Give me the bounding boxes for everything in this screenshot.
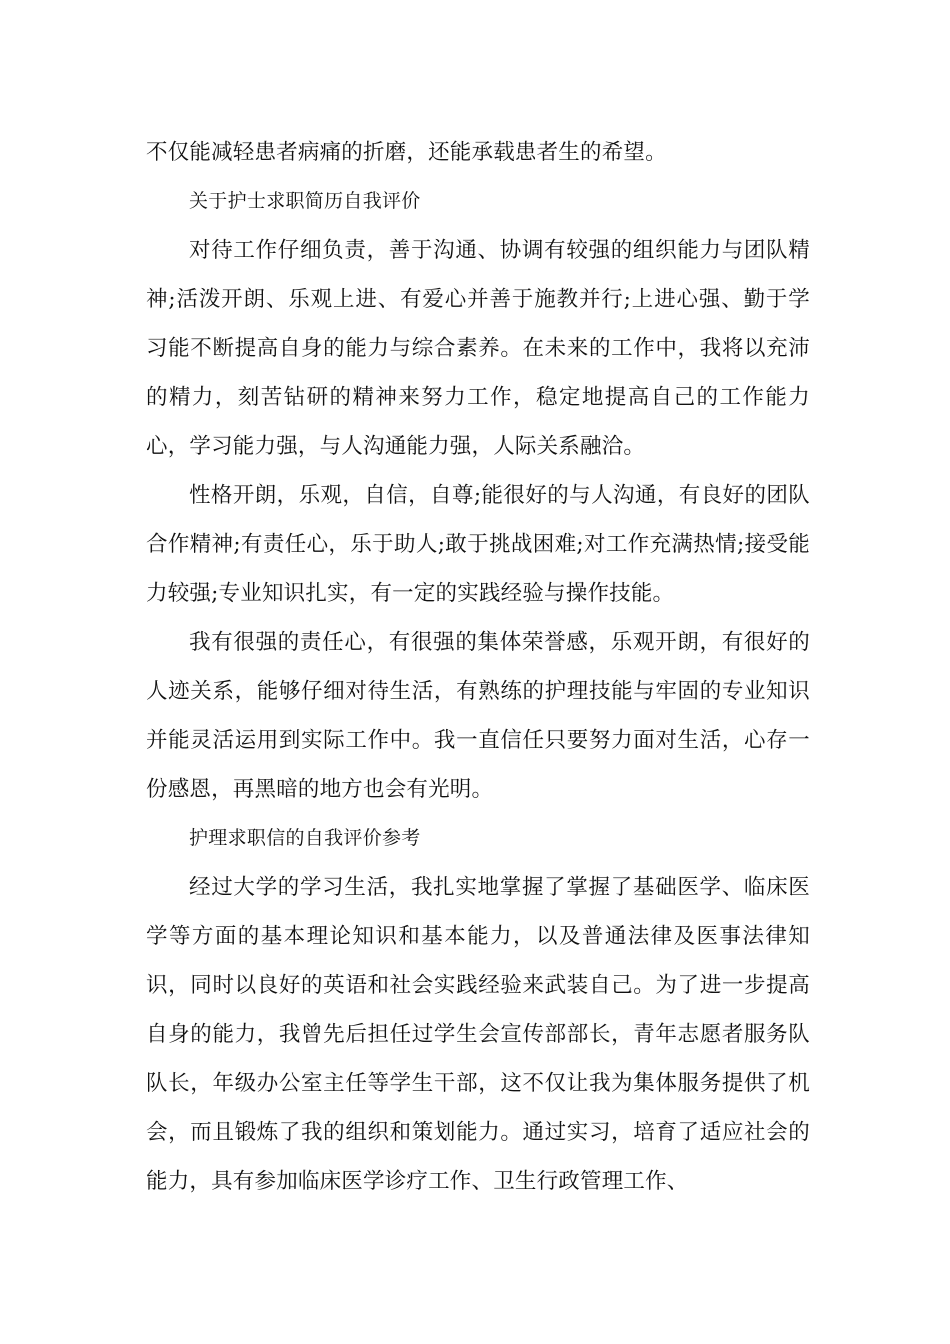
paragraph-continuation: 不仅能减轻患者病痛的折磨，还能承载患者生的希望。 [146,140,667,165]
paragraph-responsibility: 我有很强的责任心，有很强的集体荣誉感，乐观开朗，有很好的人迹关系，能够仔细对待生活，有熟练的护理技能与牢固的专业知识并能灵活运用到实际工作中。我一直信任只要努力面对生活，心存一份感恩，再黑暗的地方也会有光明。 [146,630,810,802]
section-heading-nurse-self-evaluation: 关于护士求职简历自我评价 [189,190,421,212]
section-heading-cover-letter-reference: 护理求职信的自我评价参考 [189,827,421,849]
document-body [146,128,810,1206]
paragraph-work-attitude: 对待工作仔细负责，善于沟通、协调有较强的组织能力与团队精神;活泼开朗、乐观上进、有爱心并善于施教并行;上进心强、勤于学习能不断提高自身的能力与综合素养。在未来的工作中，我将以充沛的精力，刻苦钻研的精神来努力工作，稳定地提高自己的工作能力心，学习能力强，与人沟通能力强，人际关系融洽。 [146,238,810,459]
paragraph-university-experience: 经过大学的学习生活，我扎实地掌握了掌握了基础医学、临床医学等方面的基本理论知识和基本能力，以及普通法律及医事法律知识，同时以良好的英语和社会实践经验来武装自己。为了进一步提高自身的能力，我曾先后担任过学生会宣传部部长，青年志愿者服务队队长，年级办公室主任等学生干部，这不仅让我为集体服务提供了机会，而且锻炼了我的组织和策划能力。通过实习，培育了适应社会的能力，具有参加临床医学诊疗工作、卫生行政管理工作、 [146,875,810,1194]
paragraph-personality: 性格开朗，乐观，自信，自尊;能很好的与人沟通，有良好的团队合作精神;有责任心，乐于助人;敢于挑战困难;对工作充满热情;接受能力较强;专业知识扎实，有一定的实践经验与操作技能。 [146,483,810,606]
